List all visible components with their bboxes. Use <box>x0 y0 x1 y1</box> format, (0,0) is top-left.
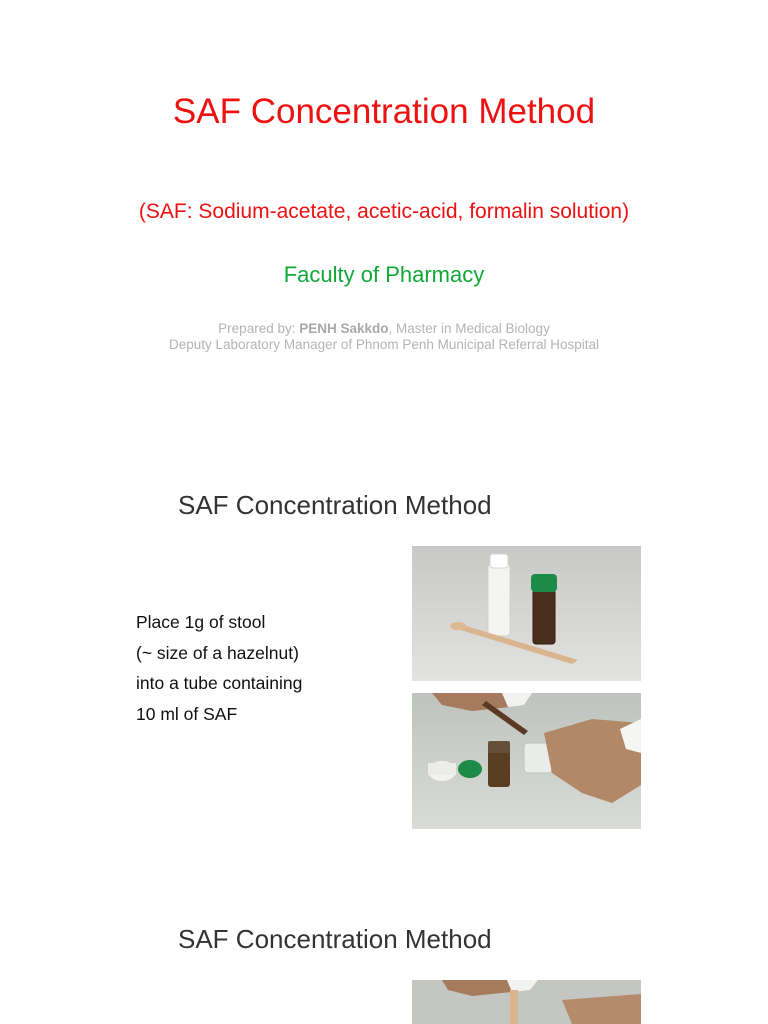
author-degree: , Master in Medical Biology <box>388 321 550 336</box>
faculty-name: Faculty of Pharmacy <box>283 262 485 287</box>
instruction-line: Place 1g of stool <box>136 612 266 632</box>
photo-adding-stool-to-tube <box>412 693 641 829</box>
slide-2-heading: SAF Concentration Method <box>178 490 492 520</box>
photo-3-illustration <box>412 980 641 1024</box>
photo-partial <box>412 980 641 1024</box>
instruction-line: into a tube containing <box>136 673 303 693</box>
slide-subtitle: (SAF: Sodium-acetate, acetic-acid, formalin solution) <box>138 200 630 223</box>
author-position: Deputy Laboratory Manager of Phnom Penh Municipal Referral Hospital <box>169 337 599 352</box>
instruction-line: (~ size of a hazelnut) <box>136 642 299 663</box>
photo-stool-tube-and-spatula <box>412 546 641 681</box>
prepared-by-line <box>0 321 768 337</box>
photo-2-illustration <box>412 693 641 829</box>
author-name: PENH Sakkdo <box>299 321 389 336</box>
photo-1-illustration <box>412 546 641 681</box>
prepared-prefix: Prepared by: <box>218 321 300 336</box>
slide-3-heading: SAF Concentration Method <box>178 924 492 954</box>
prepared-by <box>0 321 768 353</box>
instruction-line: 10 ml of SAF <box>136 703 238 724</box>
instruction-text <box>136 607 302 729</box>
slide-title: SAF Concentration Method <box>172 92 596 131</box>
